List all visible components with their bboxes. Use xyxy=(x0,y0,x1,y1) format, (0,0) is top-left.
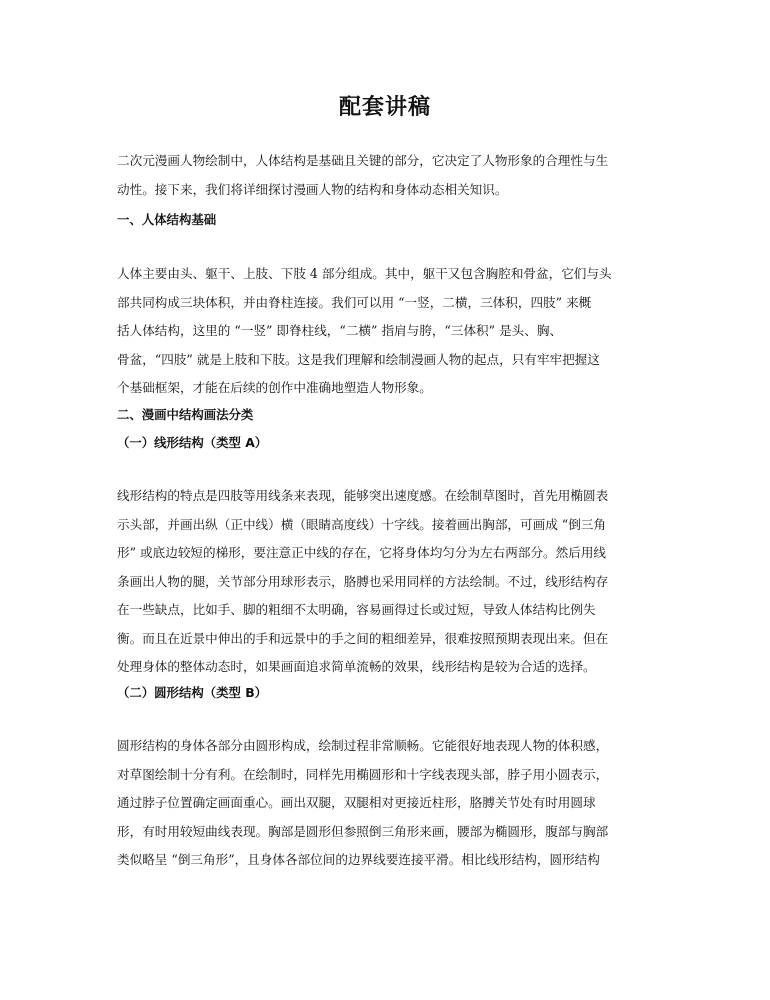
text-line: 线形结构的特点是四肢等用线条来表现，能够突出速度感。在绘制草图时，首先用椭圆表 xyxy=(117,488,609,503)
text-line: 类似略呈 “倒三角形”，且身体各部位间的边界线要连接平滑。相比线形结构，圆形结构 xyxy=(117,852,600,867)
subsection1-paragraph xyxy=(117,482,657,682)
section1-paragraph xyxy=(117,260,657,403)
text-line: 在一些缺点，比如手、脚的粗细不太明确，容易画得过长或过短，导致人体结构比例失 xyxy=(117,602,596,617)
text-line: 对草图绘制十分有利。在绘制时，同样先用椭圆形和十字线表现头部，脖子用小圆表示， xyxy=(117,766,609,782)
text-line: 圆形结构的身体各部分由圆形构成，绘制过程非常顺畅。它能很好地表现人物的体积感， xyxy=(117,738,609,753)
text-line: 个基础框架，才能在后续的创作中准确地塑造人物形象。 xyxy=(117,380,432,395)
text-line: 示头部，并画出纵（正中线）横（眼睛高度线）十字线。接着画出胸部，可画成 “倒三角 xyxy=(117,516,607,532)
section-heading-1: 一、人体结构基础 xyxy=(117,212,217,227)
section-heading-2: 二、漫画中结构画法分类 xyxy=(117,407,254,422)
text-line: 形” 或底边较短的梯形，要注意正中线的存在，它将身体均匀分为左右两部分。然后用线 xyxy=(117,545,607,560)
subsection2-paragraph xyxy=(117,732,657,875)
subsection-heading-2: （二）圆形结构（类型 B） xyxy=(117,685,268,700)
text-line: 形，有时用较短曲线表现。胸部是圆形但参照倒三角形来画，腰部为椭圆形，腹部与胸部 xyxy=(117,823,609,839)
text-line: 条画出人物的腿，关节部分用球形表示，胳膊也采用同样的方法绘制。不过，线形结构存 xyxy=(117,573,609,589)
page-title: 配套讲稿 xyxy=(338,95,431,120)
text-line: 动性。接下来，我们将详细探讨漫画人物的结构和身体动态相关知识。 xyxy=(117,181,508,197)
text-line: 二次元漫画人物绘制中，人体结构是基础且关键的部分，它决定了人物形象的合理性与生 xyxy=(117,153,609,168)
text-line: 处理身体的整体动态时，如果画面追求简单流畅的效果，线形结构是较为合适的选择。 xyxy=(117,659,596,674)
text-line: 括人体结构，这里的 “一竖” 即脊柱线，“二横” 指肩与胯，“三体积” 是头、胸、 xyxy=(117,323,563,338)
text-line: 部共同构成三块体积，并由脊柱连接。我们可以用 “一竖，二横，三体积，四肢” 来概 xyxy=(117,294,592,310)
subsection-heading-1: （一）线形结构（类型 A） xyxy=(117,435,268,450)
text-line: 骨盆，“四肢” 就是上肢和下肢。这是我们理解和绘制漫画人物的起点，只有牢牢把握这 xyxy=(117,351,600,367)
text-line: 通过脖子位置确定画面重心。画出双腿，双腿相对更接近柱形，胳膊关节处有时用圆球 xyxy=(117,795,596,810)
text-line: 人体主要由头、躯干、上肢、下肢 4 部分组成。其中，躯干又包含胸腔和骨盆，它们与头 xyxy=(117,266,612,281)
intro-paragraph xyxy=(117,147,657,204)
text-line: 衡。而且在近景中伸出的手和远景中的手之间的粗细差异，很难按照预期表现出来。但在 xyxy=(117,630,609,646)
